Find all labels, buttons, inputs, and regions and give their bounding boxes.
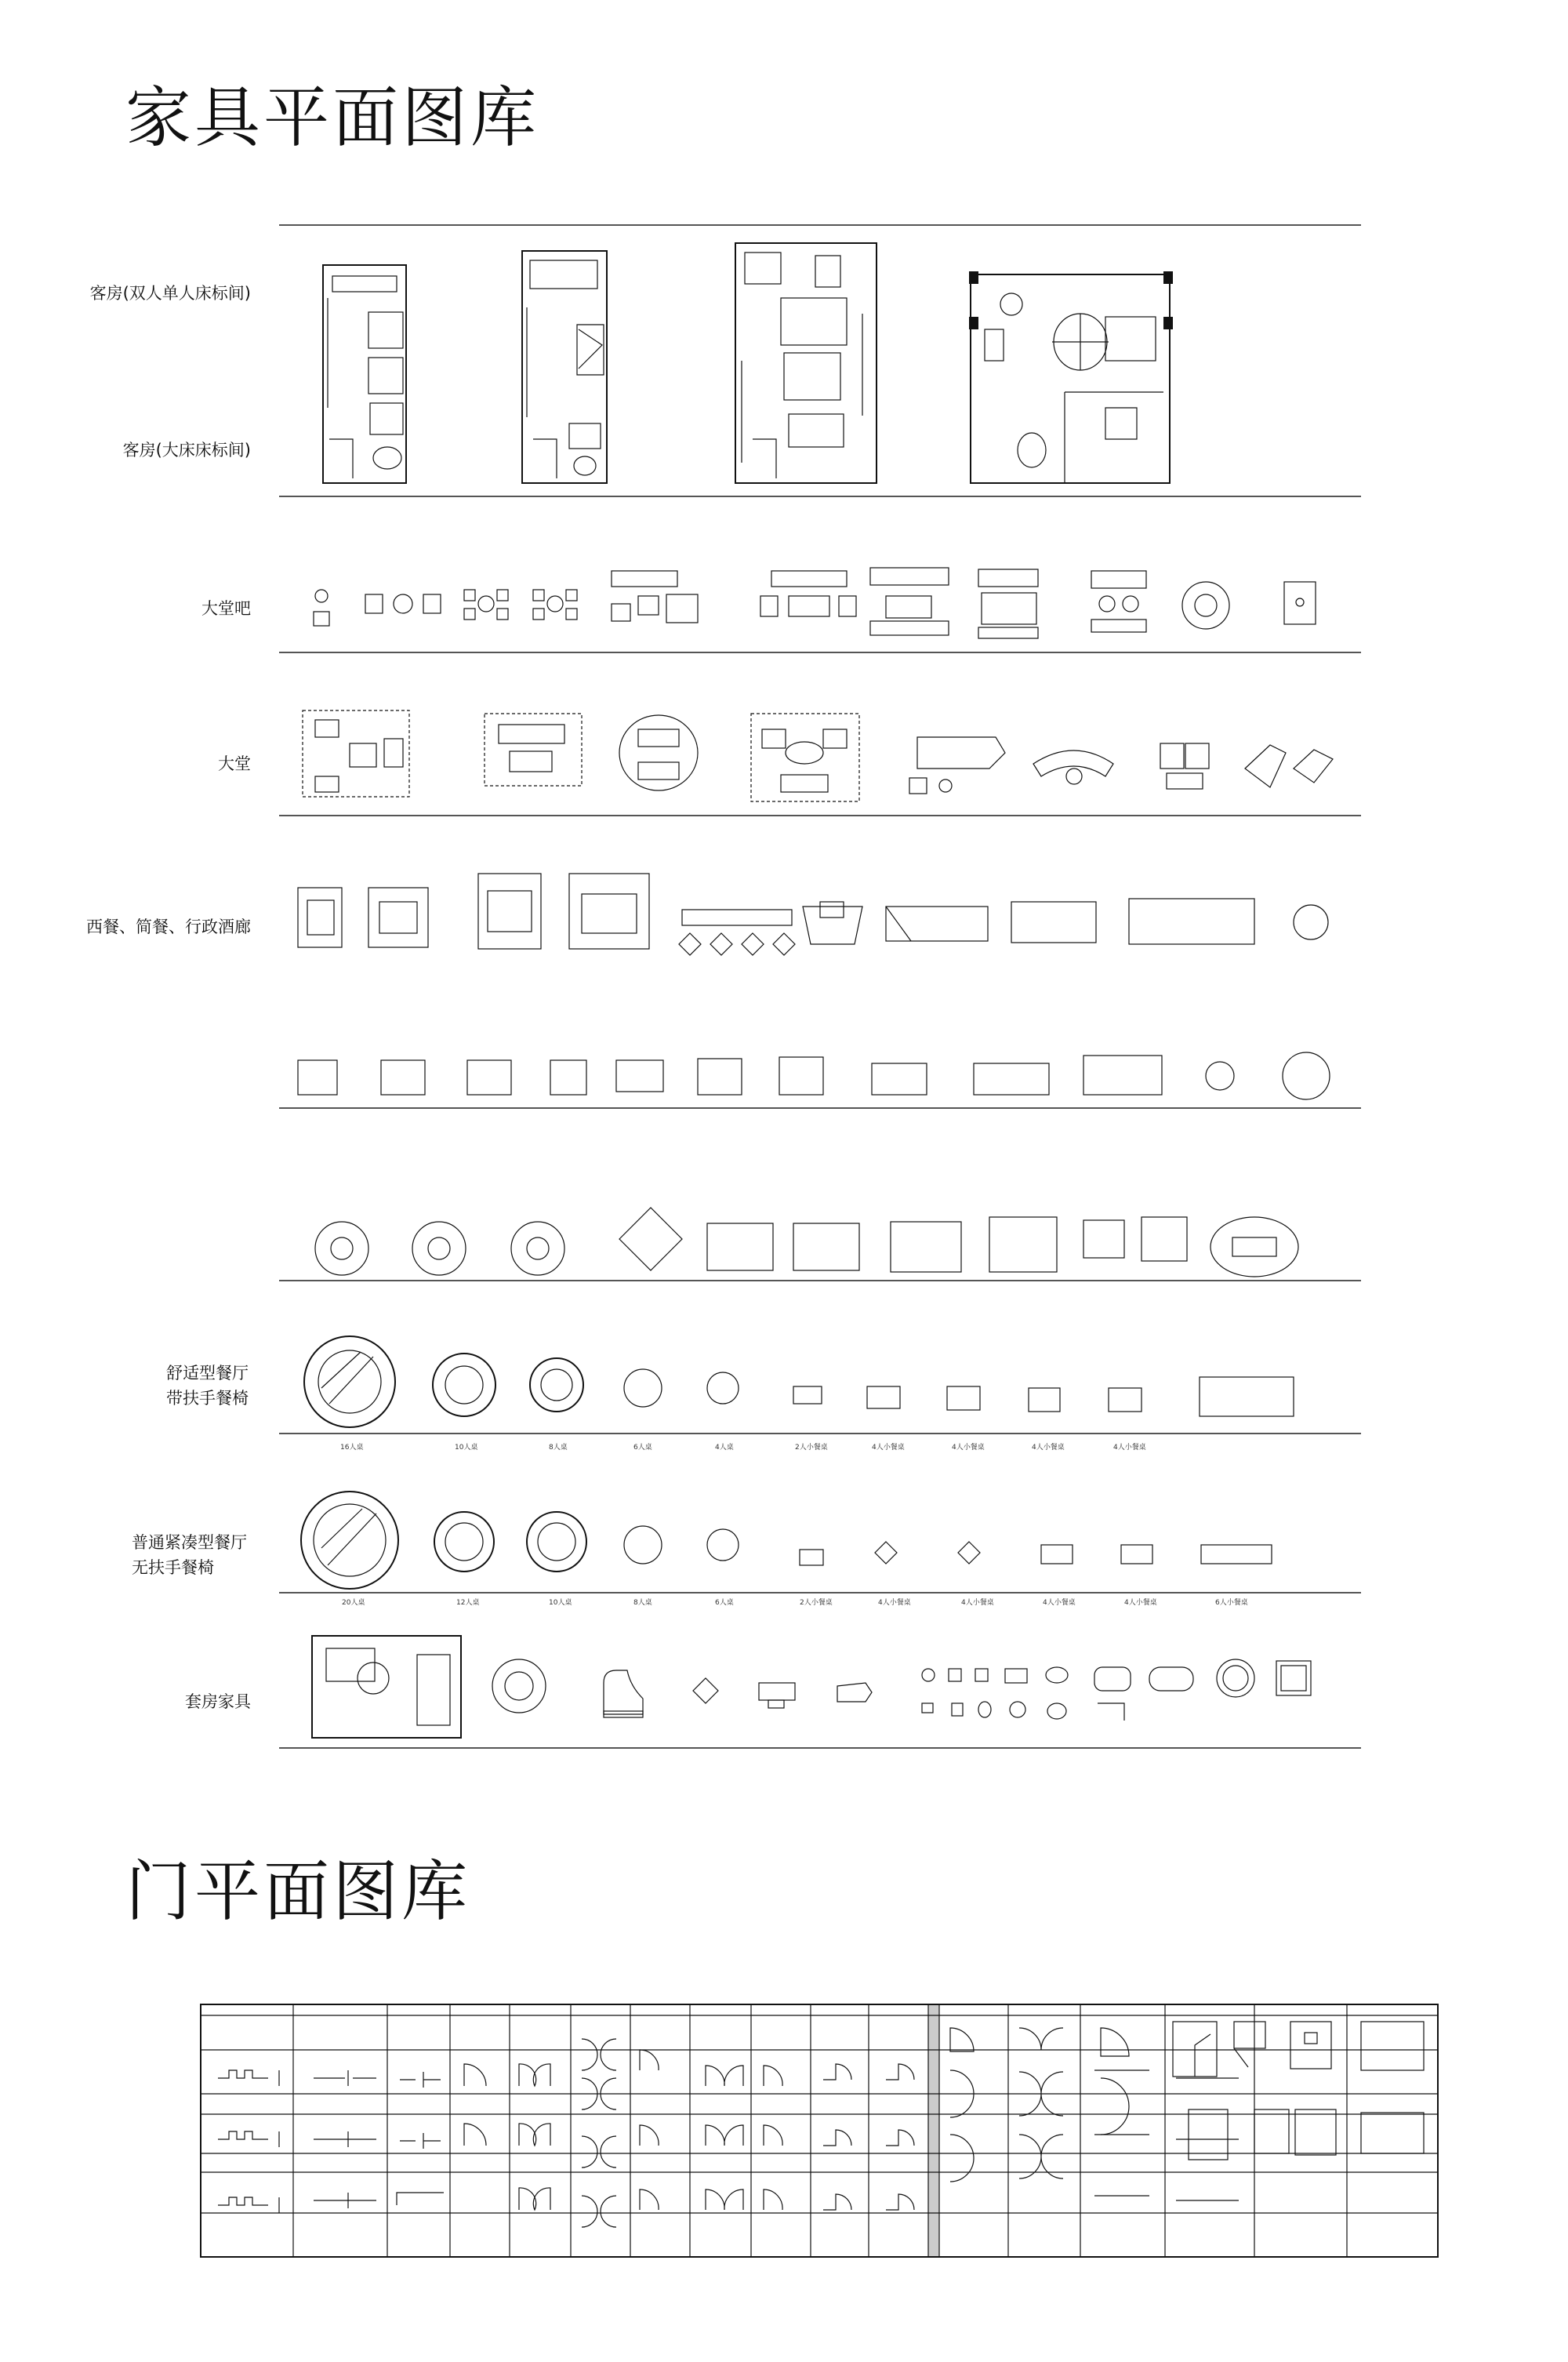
caption: 4人小餐桌 <box>878 1599 911 1607</box>
sofa-set-icon <box>759 1683 795 1708</box>
caption: 4人小餐桌 <box>961 1599 994 1607</box>
divider <box>279 496 1361 497</box>
suite-furniture-row <box>0 1615 1568 1757</box>
dining-table-icon <box>779 1057 823 1095</box>
door-swing-icon <box>764 2189 782 2210</box>
door-swing-icon <box>1234 2022 1265 2067</box>
door-swing-icon <box>886 2194 914 2210</box>
floor-plan-icon <box>735 243 877 483</box>
dining-table-icon <box>698 1059 742 1095</box>
door-library-title: 门平面图库 <box>125 1853 471 1930</box>
dining-table-icon <box>1200 1377 1294 1416</box>
door-swing-icon <box>706 2066 743 2086</box>
door-swing-icon <box>706 2189 743 2210</box>
round-table-icon <box>624 1526 662 1564</box>
caption: 6人桌 <box>715 1599 734 1607</box>
dining-table-icon <box>1083 1220 1124 1258</box>
dining-table-icon <box>1011 902 1096 943</box>
dining-table-icon <box>947 1386 980 1410</box>
door-swing-icon <box>950 2028 974 2051</box>
sofa-set-icon <box>303 710 409 797</box>
row-label-comfort-line2: 带扶手餐椅 <box>166 1388 249 1408</box>
dining-table-icon <box>467 1060 511 1095</box>
sofa-set-icon <box>760 571 856 616</box>
round-table-icon <box>533 590 577 620</box>
round-table-icon <box>707 1372 739 1404</box>
row-label-western-dining: 西餐、简餐、行政酒廊 <box>86 918 251 936</box>
door-swing-icon <box>519 2188 550 2210</box>
door-swing-icon <box>1094 2070 1149 2196</box>
dining-table-icon <box>867 1386 900 1408</box>
dining-table-icon <box>1142 1217 1187 1261</box>
door-swing-icon <box>464 2064 486 2086</box>
sofa-set-icon <box>1160 743 1209 789</box>
door-swing-icon <box>582 2196 616 2227</box>
round-table-icon <box>304 1336 395 1427</box>
door-swing-icon <box>764 2125 782 2146</box>
compact-dining-row <box>0 1490 1568 1631</box>
dining-table-icon <box>679 910 795 955</box>
caption: 4人小餐桌 <box>1124 1599 1157 1607</box>
caption: 8人桌 <box>549 1444 568 1452</box>
door-swing-icon <box>582 2039 616 2070</box>
toilet-icon <box>975 1669 991 1717</box>
door-swing-icon <box>886 2064 914 2080</box>
dining-table-icon <box>1210 1217 1298 1277</box>
door-swing-icon <box>640 2189 659 2210</box>
floor-plan-icon <box>522 251 607 483</box>
dining-table-icon <box>569 874 649 949</box>
caption: 2人小餐桌 <box>795 1444 828 1452</box>
caption: 4人小餐桌 <box>1043 1599 1076 1607</box>
dining-table-icon <box>550 1060 586 1095</box>
dining-table-icon <box>1121 1545 1152 1564</box>
dining-table-icon <box>619 1208 682 1270</box>
door-swing-icon <box>640 2125 659 2146</box>
caption: 6人桌 <box>633 1444 652 1452</box>
round-table-icon <box>1206 1062 1234 1090</box>
door-swing-icon <box>400 2133 441 2149</box>
dining-table-icon <box>875 1542 897 1564</box>
door-swing-icon <box>314 2131 376 2147</box>
dining-table-icon <box>800 1550 823 1565</box>
caption: 4人桌 <box>715 1444 734 1452</box>
dining-table-icon <box>1109 1388 1142 1412</box>
sofa-set-icon <box>1091 571 1146 632</box>
round-table-icon <box>624 1369 662 1407</box>
door-swing-icon <box>1101 2028 1129 2056</box>
bathtub-icon <box>1005 1669 1027 1717</box>
door-swing-icon <box>706 2125 743 2146</box>
dining-table-icon <box>793 1223 859 1270</box>
round-table-icon <box>1283 1052 1330 1099</box>
row-label-comfort-line1: 舒适型餐厅 <box>166 1364 249 1383</box>
dining-table-icon <box>298 1060 337 1095</box>
dining-table-icon <box>872 1063 927 1095</box>
sofa-set-icon <box>693 1678 718 1703</box>
lobby-row <box>0 698 1568 823</box>
piano-icon <box>604 1670 643 1717</box>
caption: 4人小餐桌 <box>1032 1444 1065 1452</box>
dining-table-icon <box>803 902 862 944</box>
door-swing-icon <box>950 2135 974 2182</box>
round-table-icon <box>464 590 508 620</box>
round-table-icon <box>301 1492 398 1589</box>
round-table-icon <box>412 1222 466 1275</box>
lobby-bar-row <box>0 549 1568 659</box>
sofa-set-icon <box>978 569 1038 638</box>
dining-table-icon <box>478 874 541 949</box>
bathtub-icon <box>1149 1667 1193 1691</box>
bathtub-icon <box>1217 1659 1254 1697</box>
sofa-set-icon <box>612 571 698 623</box>
door-swing-icon <box>464 2124 486 2146</box>
door-swing-icon <box>1295 2109 1336 2155</box>
toilet-icon <box>949 1669 963 1716</box>
round-table-icon <box>434 1512 494 1572</box>
toilet-icon <box>1046 1667 1068 1719</box>
door-swing-icon <box>823 2130 851 2146</box>
dining-table-icon <box>958 1542 980 1564</box>
door-swing-icon <box>1361 2113 1424 2153</box>
bathtub-icon <box>1276 1661 1311 1695</box>
door-swing-icon <box>314 2070 376 2086</box>
dining-table-icon <box>1041 1545 1073 1564</box>
round-table-icon <box>530 1358 583 1412</box>
sofa-set-icon <box>1245 745 1333 787</box>
door-swing-icon <box>1101 2078 1129 2135</box>
door-swing-icon <box>640 2050 659 2070</box>
caption: 8人桌 <box>633 1599 652 1607</box>
sofa-set-icon <box>837 1683 872 1702</box>
door-swing-icon <box>218 2070 279 2086</box>
caption: 16人桌 <box>340 1444 364 1452</box>
dining-table-icon <box>1083 1056 1162 1095</box>
caption: 10人桌 <box>549 1599 572 1607</box>
comfort-dining-row <box>0 1325 1568 1466</box>
bathtub-icon <box>1094 1667 1131 1721</box>
sofa-set-icon <box>751 714 859 801</box>
dining-table-icon <box>989 1217 1057 1272</box>
round-table-icon <box>315 1222 368 1275</box>
dining-table-icon <box>707 1223 773 1270</box>
dining-table-icon <box>1029 1388 1060 1412</box>
dining-table-icon <box>886 907 988 941</box>
dining-table-icon <box>298 888 342 947</box>
floor-plan-icon <box>969 271 1173 483</box>
door-swing-icon <box>1173 2022 1217 2077</box>
western-dining-rows <box>0 863 1568 1333</box>
row-label-compact-line2: 无扶手餐椅 <box>132 1557 214 1577</box>
row-label-guest-twin: 客房(双人单人床标间) <box>89 284 251 303</box>
door-swing-icon <box>1290 2022 1331 2069</box>
door-swing-icon <box>886 2130 914 2146</box>
round-table-icon <box>1294 905 1328 939</box>
round-table-icon <box>707 1529 739 1561</box>
door-swing-icon <box>1176 2078 1239 2200</box>
door-plan-table <box>0 1992 1568 2290</box>
row-label-lobby-bar: 大堂吧 <box>201 599 251 618</box>
door-swing-icon <box>1019 2028 1063 2050</box>
caption: 6人小餐桌 <box>1215 1599 1248 1607</box>
round-table-icon <box>511 1222 564 1275</box>
sofa-set-icon <box>312 1636 461 1738</box>
caption: 4人小餐桌 <box>1113 1444 1146 1452</box>
door-swing-icon <box>823 2194 851 2210</box>
door-swing-icon <box>764 2066 782 2086</box>
furniture-library-title: 家具平面图库 <box>125 79 540 156</box>
door-swing-icon <box>1189 2109 1228 2160</box>
caption: 4人小餐桌 <box>872 1444 905 1452</box>
round-table-icon <box>492 1659 546 1713</box>
dining-table-icon <box>974 1063 1049 1095</box>
sofa-set-icon <box>619 715 698 790</box>
caption: 10人桌 <box>455 1444 478 1452</box>
round-table-icon <box>433 1354 495 1416</box>
sofa-set-icon <box>1284 582 1316 624</box>
sofa-set-icon <box>909 737 1005 794</box>
row-label-lobby: 大堂 <box>218 754 251 773</box>
door-swing-icon <box>400 2072 441 2088</box>
toilet-icon <box>922 1669 935 1713</box>
dining-table-icon <box>381 1060 425 1095</box>
dining-table-icon <box>891 1222 961 1272</box>
dining-table-icon <box>616 1060 663 1092</box>
guest-room-plans <box>0 227 1568 494</box>
sofa-set-icon <box>485 714 582 786</box>
round-table-icon <box>1182 582 1229 629</box>
dining-table-icon <box>1129 899 1254 944</box>
caption: 2人小餐桌 <box>800 1599 833 1607</box>
dining-table-icon <box>793 1386 822 1404</box>
caption: 12人桌 <box>456 1599 480 1607</box>
door-swing-icon <box>314 2193 376 2208</box>
row-label-compact-line1: 普通紧凑型餐厅 <box>132 1533 247 1552</box>
door-swing-icon <box>218 2197 279 2213</box>
caption: 4人小餐桌 <box>952 1444 985 1452</box>
door-swing-icon <box>823 2064 851 2080</box>
divider <box>279 224 1361 226</box>
sofa-set-icon <box>1033 750 1113 784</box>
round-table-icon <box>527 1512 586 1572</box>
floor-plan-icon <box>323 265 406 483</box>
dining-table-icon <box>368 888 428 947</box>
door-swing-icon <box>397 2193 444 2205</box>
round-table-icon <box>314 590 329 626</box>
door-swing-icon <box>1361 2022 1424 2070</box>
dining-table-icon <box>1201 1545 1272 1564</box>
door-swing-icon <box>582 2136 616 2168</box>
door-swing-icon <box>1254 2109 1289 2153</box>
door-swing-icon <box>218 2131 279 2147</box>
round-table-icon <box>365 594 441 613</box>
caption: 20人桌 <box>342 1599 365 1607</box>
door-swing-icon <box>519 2064 550 2086</box>
row-label-guest-king: 客房(大床床标间) <box>122 441 251 460</box>
door-swing-icon <box>519 2124 550 2146</box>
row-label-suite: 套房家具 <box>185 1692 251 1711</box>
sofa-set-icon <box>870 568 949 635</box>
